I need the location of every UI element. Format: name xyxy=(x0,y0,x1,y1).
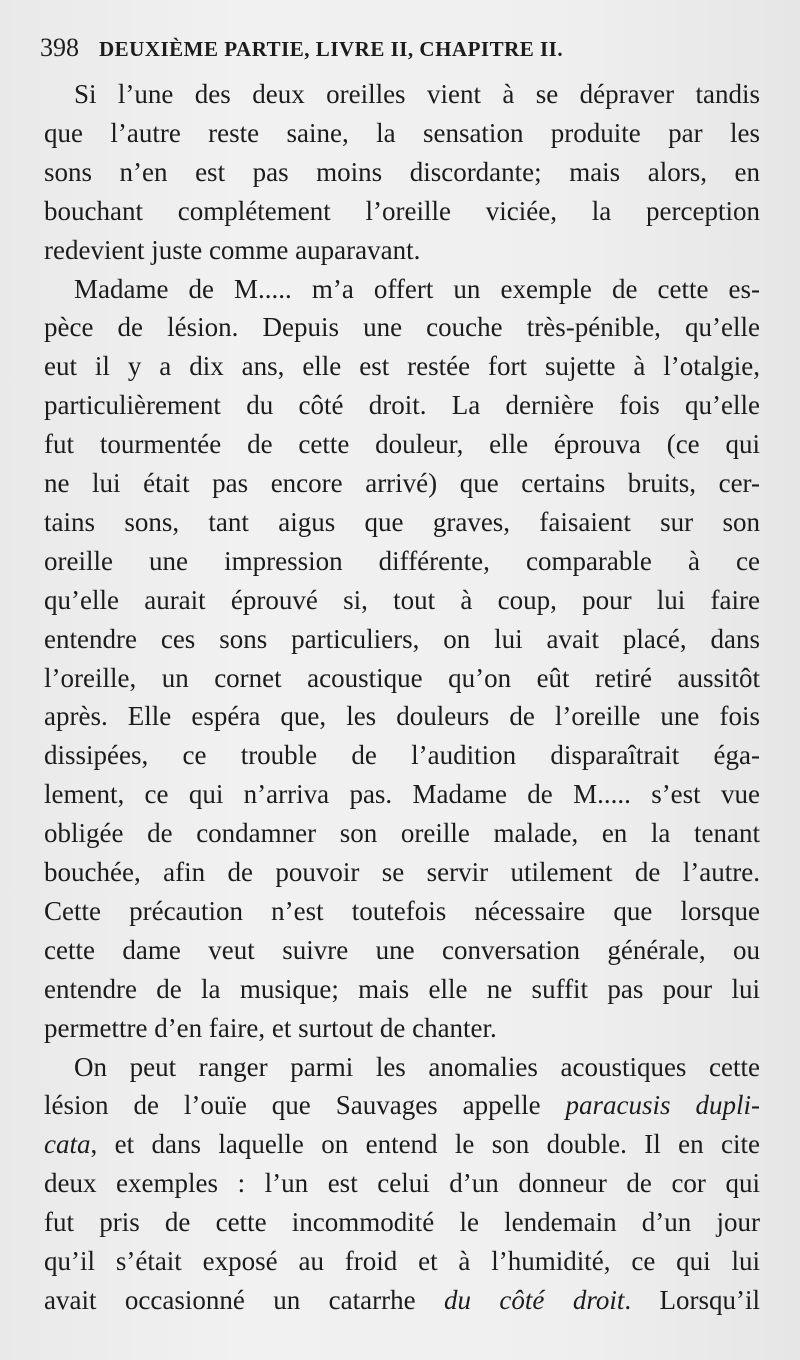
text-line: l’oreille, un cornet acoustique qu’on eût retiré aussitôt xyxy=(44,662,760,693)
text-line: eut il y a dix ans, elle est restée fort sujette à l’otalgie, xyxy=(44,351,760,382)
text-line: obligée de condamner son oreille malade, en la tenant xyxy=(44,818,760,849)
text-line: permettre d’en faire, et surtout de chanter. xyxy=(44,1012,497,1043)
text-segment: avait occasionné un catarrhe xyxy=(44,1284,445,1315)
text-line: bouchée, afin de pouvoir se servir utilement de l’autre. xyxy=(44,857,760,887)
text-line: pèce de lésion. Depuis une couche très-pénible, qu’elle xyxy=(44,312,760,343)
text-line: qu’elle aurait éprouvé si, tout à coup, pour lui faire xyxy=(44,584,760,615)
text-line xyxy=(44,1086,760,1125)
text-line: lement, ce qui n’arriva pas. Madame de M..... s’est vue xyxy=(44,779,760,810)
text-line: cette dame veut suivre une conversation générale, ou xyxy=(44,934,760,965)
text-line: qu’il s’était exposé au froid et à l’humidité, ce qui lui xyxy=(44,1246,760,1276)
text-line: après. Elle espéra que, les douleurs de l’oreille une fois xyxy=(44,701,760,732)
text-line: particulièrement du côté droit. La dernière fois qu’elle xyxy=(44,390,760,421)
italic-text: cata xyxy=(44,1129,91,1160)
text-line: fut tourmentée de cette douleur, elle éprouva (ce qui xyxy=(44,429,760,460)
text-line: dissipées, ce trouble de l’audition disparaîtrait éga- xyxy=(44,740,760,771)
page-header xyxy=(40,28,760,68)
italic-text: du côté droit xyxy=(444,1284,625,1315)
text-line: bouchant complétement l’oreille viciée, la perception xyxy=(44,195,760,226)
text-line xyxy=(44,1125,760,1164)
text-line: tains sons, tant aigus que graves, faisaient sur son xyxy=(44,506,760,537)
text-line: fut pris de cette incommodité le lendemain d’un jour xyxy=(44,1207,760,1238)
page-number: 398 xyxy=(40,33,79,62)
text-line: sons n’en est pas moins discordante; mais alors, en xyxy=(44,156,760,187)
text-line: que l’autre reste saine, la sensation produite par les xyxy=(44,117,760,148)
text-line: ne lui était pas encore arrivé) que certains bruits, cer- xyxy=(44,468,760,498)
text-segment: , et dans laquelle on entend le son double. Il en cite xyxy=(90,1129,760,1160)
text-line: oreille une impression différente, comparable à ce xyxy=(44,545,760,576)
text-line: entendre de la musique; mais elle ne suffit pas pour lui xyxy=(44,973,760,1004)
text-segment: . Lorsqu’il xyxy=(624,1284,760,1315)
text-line: entendre ces sons particuliers, on lui avait placé, dans xyxy=(44,623,760,654)
italic-text: paracusis dupli- xyxy=(565,1090,760,1121)
text-line: Si l’une des deux oreilles vient à se dépraver tandis xyxy=(74,79,760,109)
text-segment: lésion de l’ouïe que Sauvages appelle xyxy=(44,1090,566,1121)
text-line: On peut ranger parmi les anomalies acoustiques cette xyxy=(74,1051,760,1082)
running-title: DEUXIÈME PARTIE, LIVRE II, CHAPITRE II. xyxy=(99,37,564,61)
text-line: Cette précaution n’est toutefois nécessaire que lorsque xyxy=(44,895,760,926)
text-line xyxy=(44,1281,760,1320)
text-line: deux exemples : l’un est celui d’un donneur de cor qui xyxy=(44,1168,760,1199)
text-line: redevient juste comme auparavant. xyxy=(44,234,421,265)
text-line: Madame de M..... m’a offert un exemple de cette es- xyxy=(74,273,760,304)
